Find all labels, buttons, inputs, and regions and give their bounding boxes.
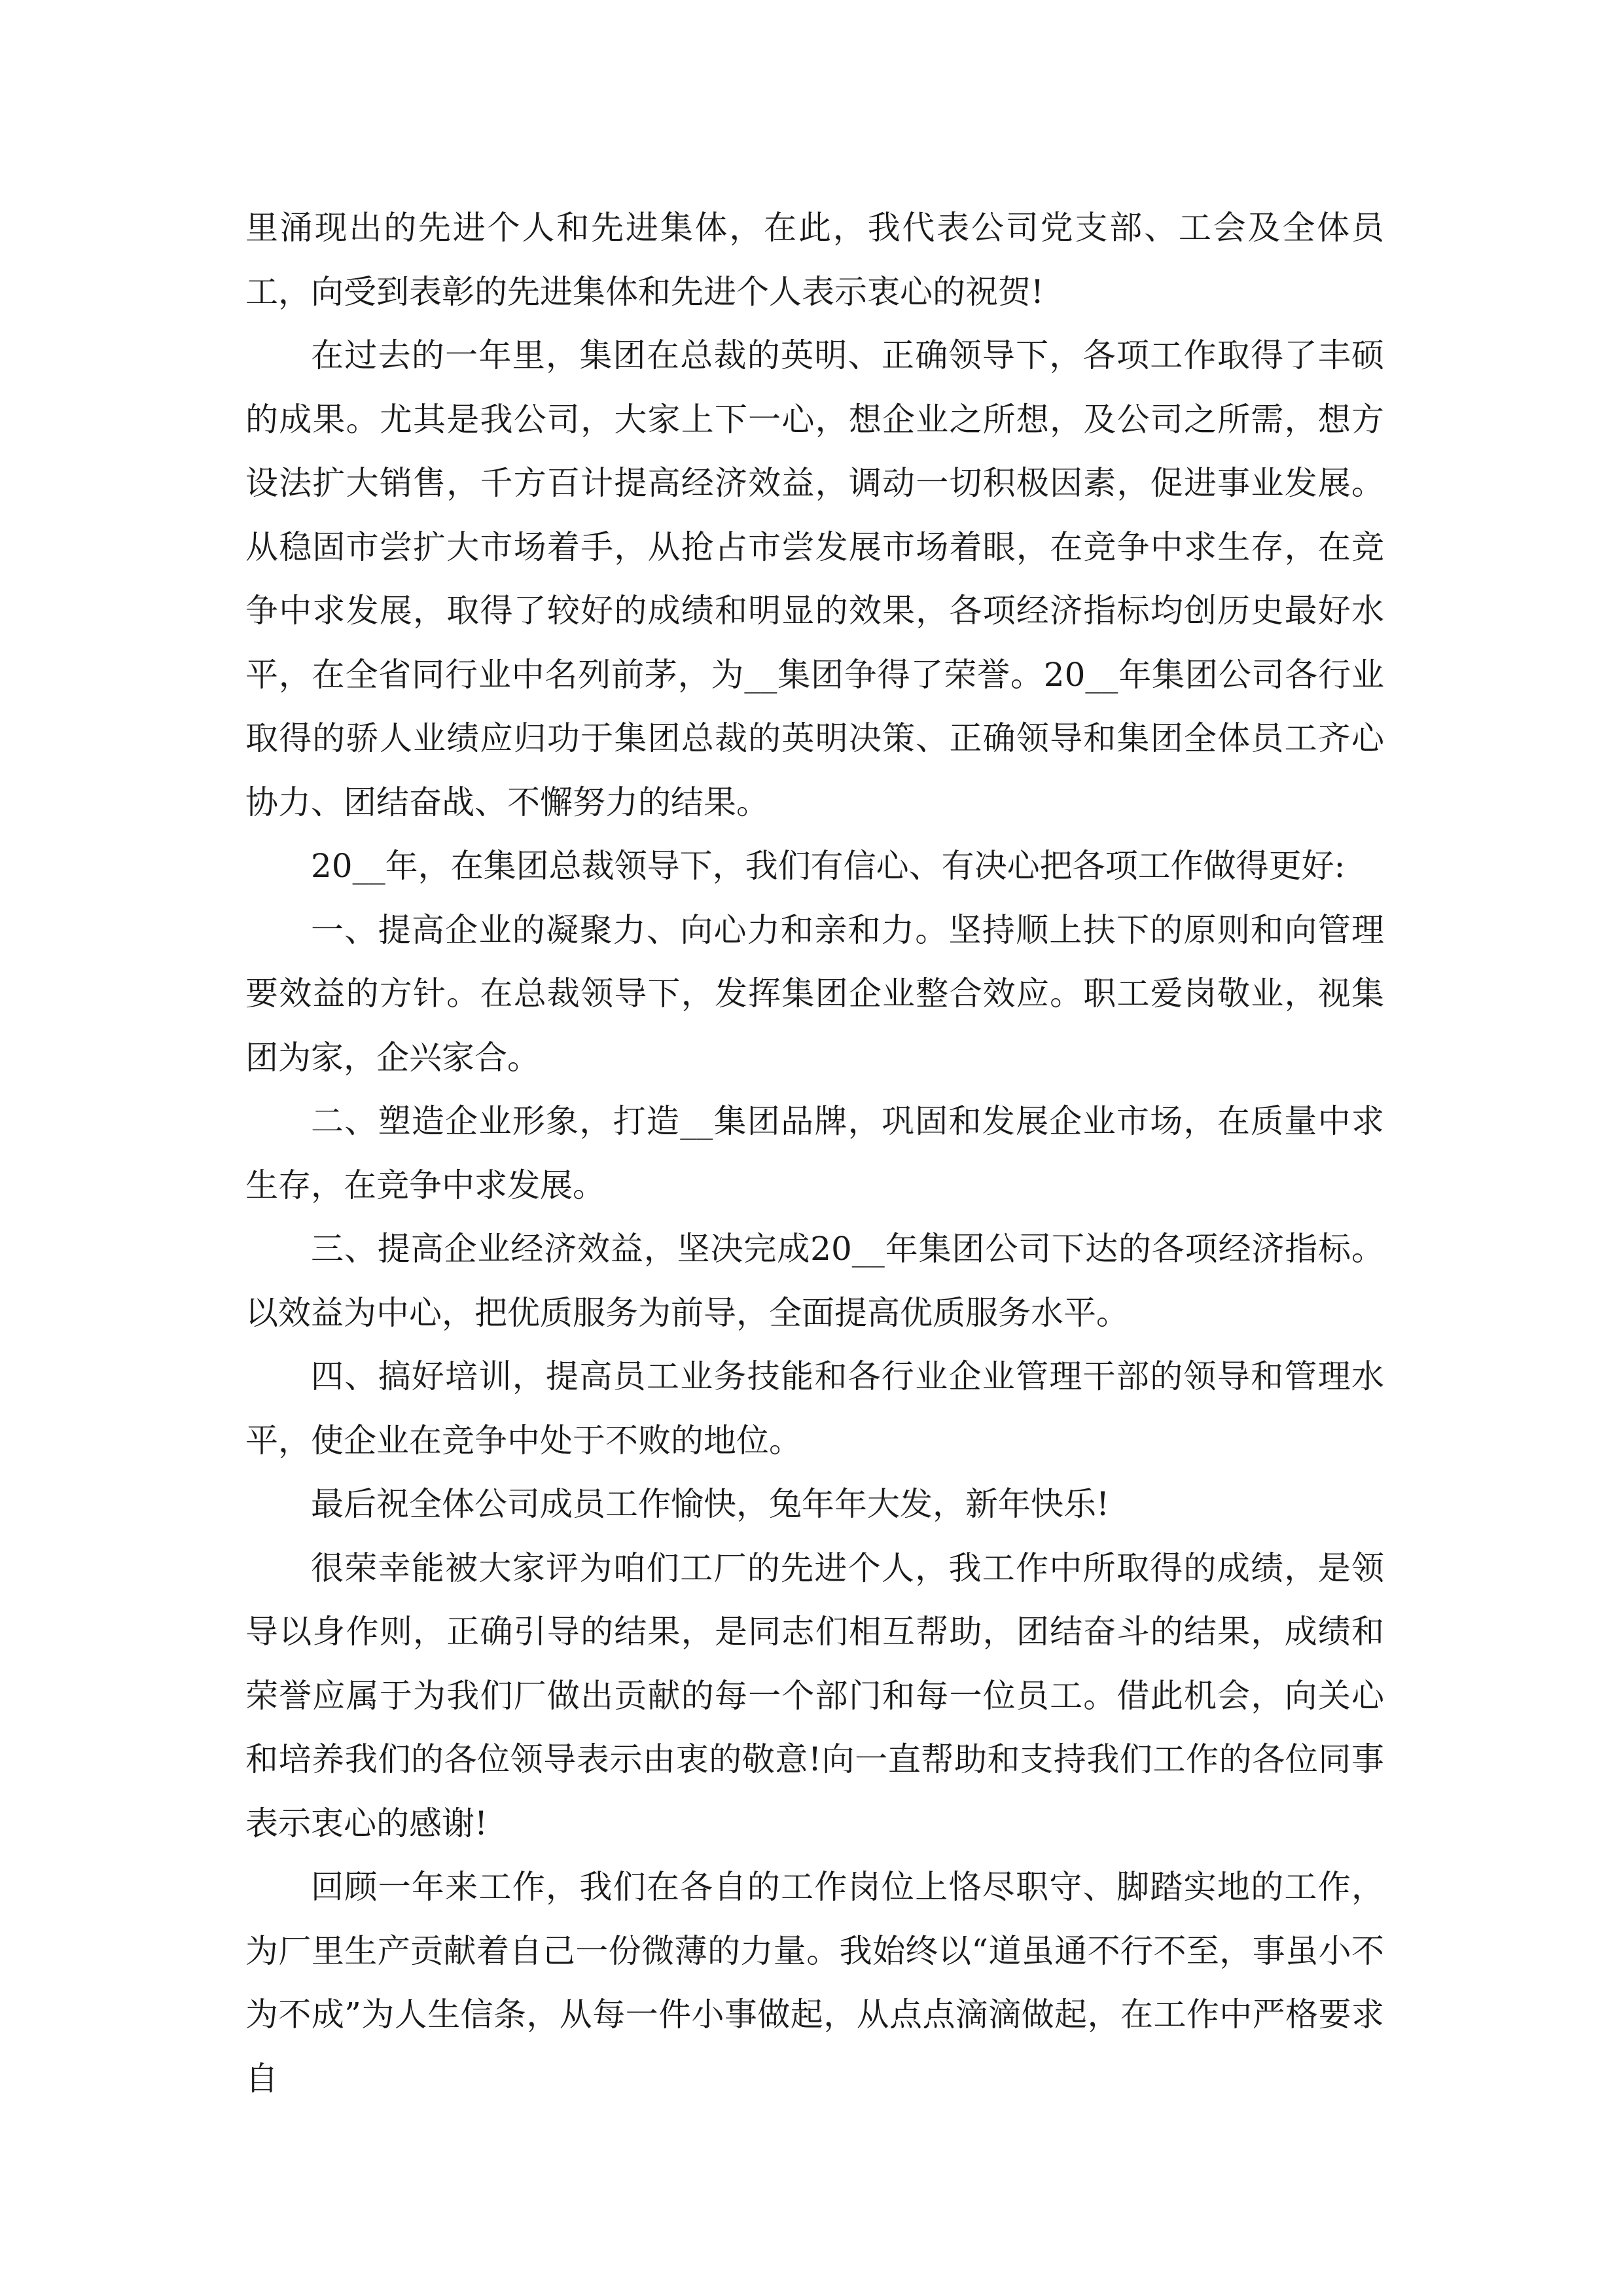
paragraph-9: 很荣幸能被大家评为咱们工厂的先进个人，我工作中所取得的成绩，是领导以身作则，正确引导的结果，是同志们相互帮助，团结奋斗的结果，成绩和荣誉应属于为我们厂做出贡献的每一个部门和每一位员工。借此机会，向关心和培养我们的各位领导表示由衷的敬意!向一直帮助和支持我们工作的各位同事表示衷心的感谢! [245,1549,1384,1842]
paragraph-4: 一、提高企业的凝聚力、向心力和亲和力。坚持顺上扶下的原则和向管理要效益的方针。在总裁领导下，发挥集团企业整合效应。职工爱岗敬业，视集团为家，企兴家合。 [245,910,1384,1077]
document-body [245,196,1384,2111]
paragraph-8: 最后祝全体公司成员工作愉快，兔年年大发，新年快乐! [311,1485,1110,1523]
paragraph-6: 三、提高企业经济效益，坚决完成20__年集团公司下达的各项经济指标。以效益为中心，把优质服务为前导，全面提高优质服务水平。 [245,1230,1384,1332]
paragraph-10: 回顾一年来工作，我们在各自的工作岗位上恪尽职守、脚踏实地的工作，为厂里生产贡献着自己一份微薄的力量。我始终以“道虽通不行不至，事虽小不为不成”为人生信条，从每一件小事做起，从点点滴滴做起，在工作中严格要求自 [245,1868,1384,2098]
paragraph-7: 四、搞好培训，提高员工业务技能和各行业企业管理干部的领导和管理水平，使企业在竞争中处于不败的地位。 [245,1357,1384,1460]
paragraph-3: 20__年，在集团总裁领导下，我们有信心、有决心把各项工作做得更好: [311,847,1346,885]
paragraph-5: 二、塑造企业形象，打造__集团品牌，巩固和发展企业市场，在质量中求生存，在竞争中求发展。 [245,1102,1384,1204]
paragraph-1: 里涌现出的先进个人和先进集体，在此，我代表公司党支部、工会及全体员工，向受到表彰的先进集体和先进个人表示衷心的祝贺! [245,209,1384,311]
paragraph-2: 在过去的一年里，集团在总裁的英明、正确领导下，各项工作取得了丰硕的成果。尤其是我公司，大家上下一心，想企业之所想，及公司之所需，想方设法扩大销售，千方百计提高经济效益，调动一切积极因素，促进事业发展。从稳固市尝扩大市场着手，从抢占市尝发展市场着眼，在竞争中求生存，在竞争中求发展，取得了较好的成绩和明显的效果，各项经济指标均创历史最好水平，在全省同行业中名列前茅，为__集团争得了荣誉。20__年集团公司各行业取得的骄人业绩应归功于集团总裁的英明决策、正确领导和集团全体员工齐心协力、团结奋战、不懈努力的结果。 [245,336,1384,821]
